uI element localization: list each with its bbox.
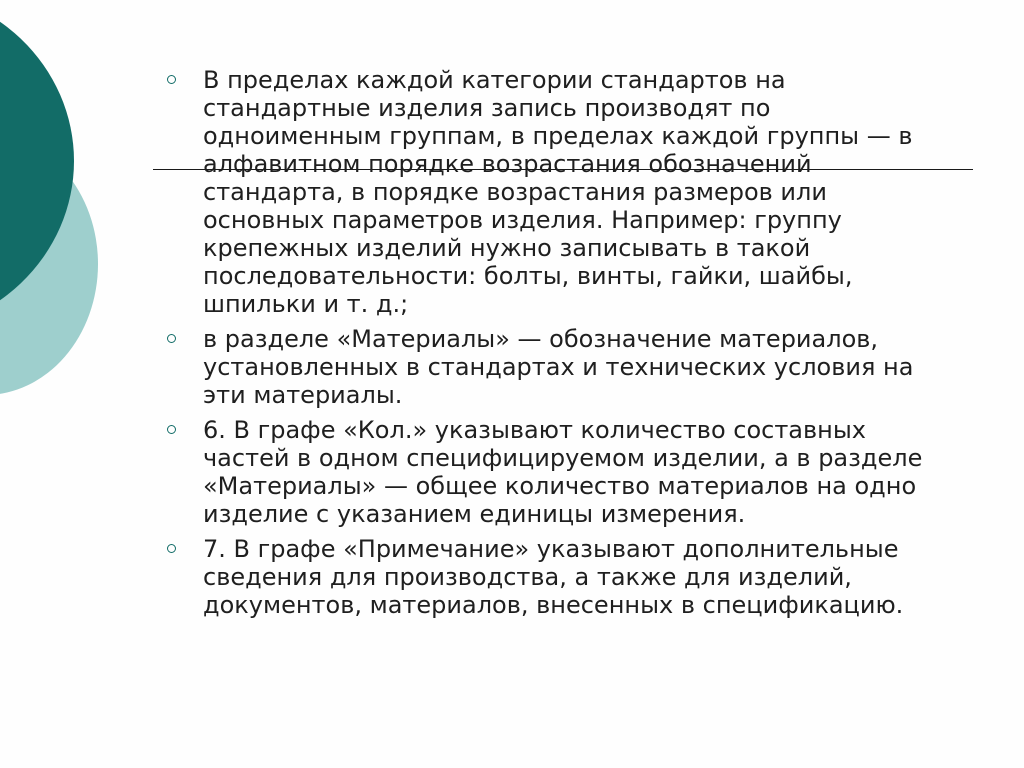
bullet-item-materials [160,325,950,409]
bullet-circle-icon [167,334,176,343]
bullet-circle-icon [167,425,176,434]
bullet-circle-icon [167,75,176,84]
bullet-item-quantity-column [160,416,950,528]
bullet-item-standard-items [160,66,950,318]
bullet-text: 6. В графе «Кол.» указывают количество составных частей в одном специфицируемом изделии, а в разделе «Материалы» — общее количество материалов на одно изделие с указанием единицы измерения. [203,416,923,528]
bullet-item-note-column [160,535,950,619]
bullet-text: в разделе «Материалы» — обозначение материалов, установленных в стандартах и технических условия на эти материалы. [203,325,914,409]
bullet-list [160,66,950,626]
bullet-text: 7. В графе «Примечание» указывают дополнительные сведения для производства, а также для изделий, документов, материалов, внесенных в спецификацию. [203,535,904,619]
bullet-text: В пределах каждой категории стандартов на стандартные изделия запись производят по одноименным группам, в пределах каждой группы — в алфавитном порядке возрастания обозначений стандарта, в порядке возрастания размеров или основных параметров изделия. Например: группу крепежных изделий нужно записывать в такой последовательности: болты, винты, гайки, шайбы, шпильки и т. д.; [203,66,913,318]
bullet-circle-icon [167,544,176,553]
